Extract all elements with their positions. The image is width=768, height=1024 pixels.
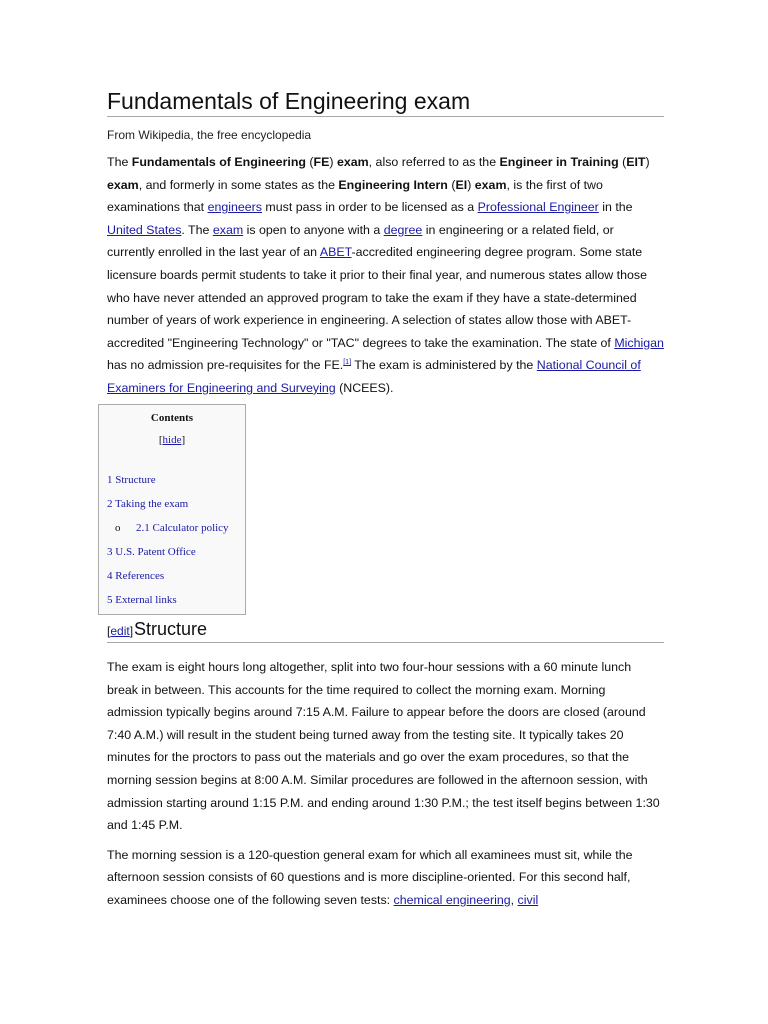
toc-hide-link[interactable]: hide — [162, 434, 182, 446]
intro-text: ) — [329, 155, 337, 169]
intro-text: The exam is administered by the — [351, 358, 537, 373]
intro-text: , is the first of two examinations that — [107, 177, 603, 215]
link-civil[interactable]: civil — [517, 892, 539, 907]
edit-bracket: [ — [107, 624, 111, 638]
page-title: Fundamentals of Engineering exam — [107, 86, 664, 117]
intro-text: , and formerly in some states as the — [138, 177, 339, 192]
toc-title: Contents — [150, 412, 194, 424]
intro-bold-term: EIT — [626, 155, 646, 169]
link-ncees[interactable]: National Council of Examiners for Engineering and Surveying — [107, 358, 641, 395]
intro-bold-term: Engineering Intern — [338, 177, 448, 192]
structure-body — [107, 656, 664, 912]
toc-bracket: [ — [158, 434, 163, 446]
link-degree[interactable]: degree — [383, 222, 423, 237]
edit-bracket: ] — [129, 624, 134, 638]
toc-item-references[interactable]: 4 References — [107, 570, 165, 582]
link-michigan[interactable]: Michigan — [614, 335, 664, 350]
intro-bold-term: Engineer in Training — [499, 155, 619, 169]
toc-item-us-patent-office[interactable]: 3 U.S. Patent Office — [107, 546, 196, 558]
edit-control — [107, 624, 133, 638]
intro-text: must pass in order to be licensed as a — [261, 200, 478, 215]
link-engineers[interactable]: engineers — [207, 200, 262, 215]
intro-bold-term: Fundamentals of Engineering — [131, 155, 306, 169]
intro-text: ( — [447, 177, 456, 192]
toc-item-taking-the-exam[interactable]: 2 Taking the exam — [107, 498, 189, 510]
toc-bracket: ] — [181, 434, 186, 446]
section-title: Structure — [134, 619, 208, 639]
intro-text: has no admission pre-requisites for the FE. — [107, 358, 344, 373]
link-exam[interactable]: exam — [212, 222, 244, 237]
intro-text: The — [107, 155, 132, 169]
structure-paragraph-2 — [107, 844, 664, 912]
intro-text: ) — [645, 155, 650, 169]
intro-paragraph — [107, 151, 664, 400]
toc-bullet-icon: o — [115, 522, 121, 534]
separator: , — [510, 892, 518, 907]
intro-text: ) — [467, 177, 475, 192]
intro-bold-term: FE — [313, 155, 330, 169]
intro-text: ( — [618, 155, 627, 169]
link-united-states[interactable]: United States — [107, 222, 182, 237]
intro-text: , also referred to as the — [368, 155, 500, 169]
intro-bold-term: exam — [107, 177, 139, 192]
link-abet[interactable]: ABET — [319, 245, 352, 260]
section-header-structure — [107, 618, 664, 643]
toc-item-calculator-policy[interactable]: 2.1 Calculator policy — [136, 522, 229, 534]
link-chemical-engineering[interactable]: chemical engineering — [393, 892, 511, 907]
reference-link[interactable]: [1] — [343, 359, 352, 367]
intro-bold-term: exam — [474, 177, 507, 192]
intro-text: . The — [181, 222, 213, 237]
intro-bold-term: EI — [455, 177, 468, 192]
table-of-contents — [98, 404, 246, 615]
intro-text: in the — [598, 200, 633, 215]
toc-hide-control — [99, 434, 245, 446]
intro-text: ( — [305, 155, 314, 169]
toc-item-structure[interactable]: 1 Structure — [107, 474, 156, 486]
link-professional-engineer[interactable]: Professional Engineer — [477, 200, 599, 215]
intro-text: -accredited engineering degree program. Some state licensure boards permit students to take it prior to their final year, and numerous states allow those who have never attended an approved program to take the exam if they have a state-determined number of years of work experience in engineering. A selection of states allow those with ABET-accredited "Engineering Technology" or "TAC" degrees to take the examination. The state of — [107, 245, 647, 350]
paragraph-text: The morning session is a 120-question general exam for which all examinees must sit, while the afternoon session consists of 60 questions and is more discipline-oriented. For this second half, examinees choose one of the following seven tests: — [107, 847, 633, 907]
intro-text: (NCEES). — [335, 380, 394, 395]
tagline: From Wikipedia, the free encyclopedia — [107, 128, 312, 142]
intro-text: is open to anyone with a — [243, 222, 384, 237]
intro-bold-term: exam — [336, 155, 369, 169]
structure-paragraph-1: The exam is eight hours long altogether, split into two four-hour sessions with a 60 minute lunch break in between. This accounts for the time required to collect the morning exam. Morning admission typically begins around 7:15 A.M. Failure to appear before the doors are closed (around 7:40 A.M.) will result in the student being turned away from the testing site. It typically takes 20 minutes for the proctors to pass out the materials and go over the exam procedures, so that the morning session begins at 8:00 A.M. Similar procedures are followed in the afternoon session, with admission starting around 1:15 P.M. and ending around 1:30 P.M.; the test itself begins between 1:30 and 1:45 P.M. — [107, 660, 660, 833]
intro-text: in engineering or a related field, or currently enrolled in the last year of an — [107, 222, 614, 260]
toc-item-external-links[interactable]: 5 External links — [107, 594, 177, 606]
article — [107, 86, 664, 400]
edit-link[interactable]: edit — [110, 624, 130, 638]
